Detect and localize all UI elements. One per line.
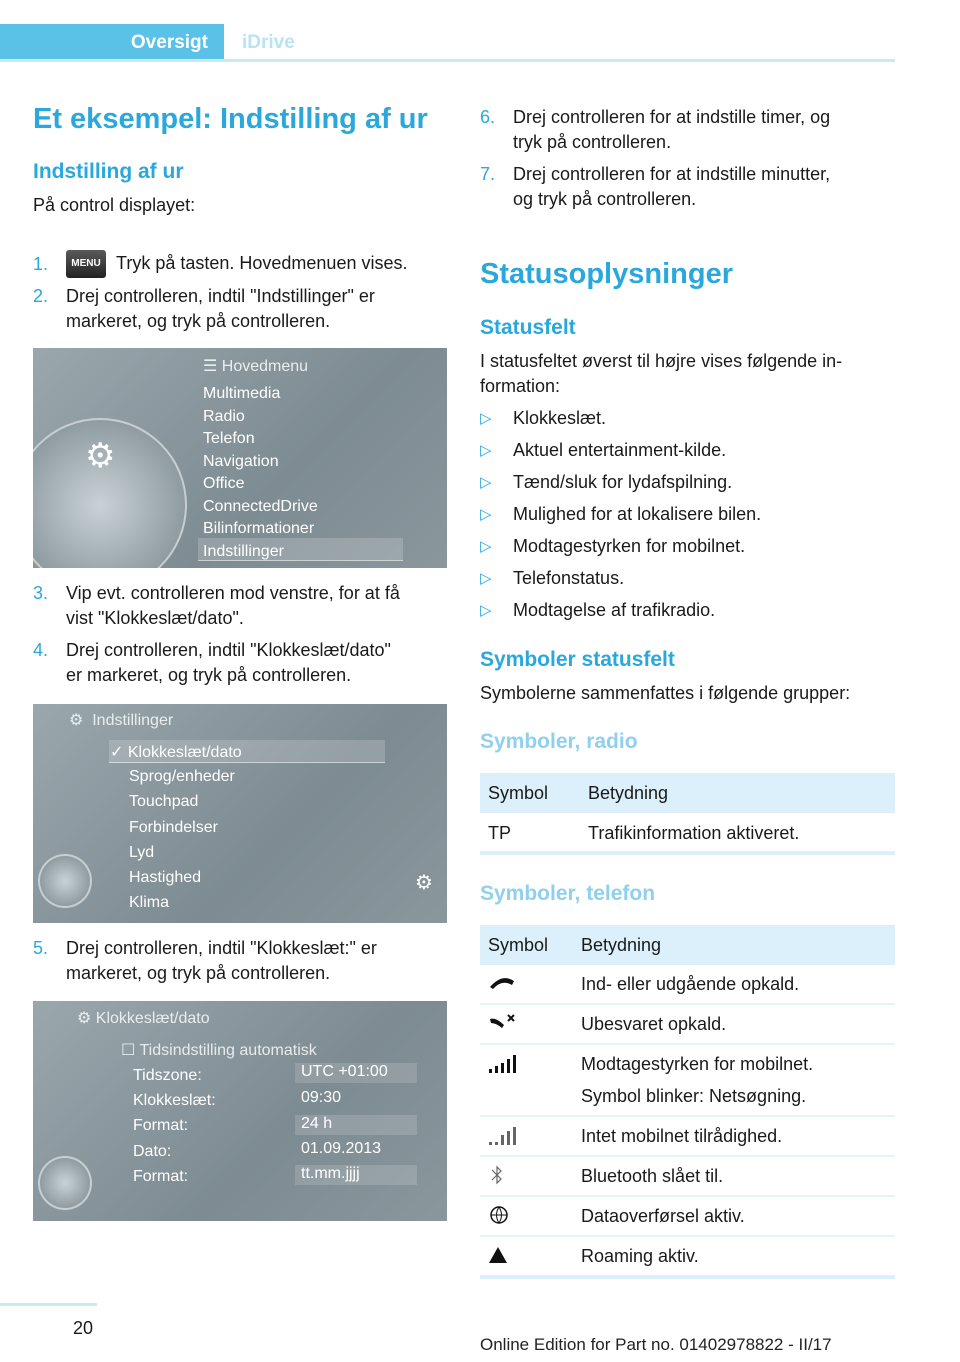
menu-item: Bilinformationer xyxy=(203,520,315,537)
meaning-cell: Ubesvaret opkald. xyxy=(581,1014,727,1034)
list-item: Tænd/sluk for lydafspilning. xyxy=(513,472,733,492)
table-bottom-rule xyxy=(480,851,895,855)
bullet-icon: ▷ xyxy=(480,602,492,619)
table-row xyxy=(480,1005,895,1045)
table-row xyxy=(480,1117,895,1157)
list-icon: ☰ xyxy=(203,358,218,375)
step-number: 1. xyxy=(33,254,49,274)
screen-main-menu xyxy=(33,348,447,568)
table-header xyxy=(480,925,895,965)
step-6-line1: Drej controlleren for at indstille timer, og xyxy=(513,107,831,127)
column-header: Betydning xyxy=(588,783,669,803)
field-label: Format: xyxy=(133,1168,189,1185)
step-1 xyxy=(66,250,407,278)
menu-item xyxy=(110,742,242,762)
subsection-title: Indstilling af ur xyxy=(33,160,184,183)
header-tab-idrive[interactable]: iDrive xyxy=(242,32,295,53)
menu-item: Klima xyxy=(129,894,170,911)
gear-icon: ⚙ xyxy=(69,712,84,729)
meaning-cell: Roaming aktiv. xyxy=(581,1246,699,1266)
bullet-icon: ▷ xyxy=(480,442,492,459)
meaning-cell: Bluetooth slået til. xyxy=(581,1166,724,1186)
bullet-icon: ▷ xyxy=(480,410,492,427)
table-header xyxy=(480,773,895,813)
gear-icon: ⚙ xyxy=(415,872,433,894)
auto-time-text: Tidsindstilling automatisk xyxy=(139,1042,317,1059)
bullet-icon: ▷ xyxy=(480,506,492,523)
step-number: 2. xyxy=(33,286,49,306)
meaning-cell: Modtagestyrken for mobilnet. xyxy=(581,1054,814,1074)
meaning-cell: Ind- eller udgående opkald. xyxy=(581,974,800,994)
signal-strength-icon xyxy=(488,1055,516,1078)
menu-item: Office xyxy=(203,475,245,492)
menu-item: Lyd xyxy=(129,844,155,861)
menu-item: Forbindelser xyxy=(129,819,218,836)
step-3-line2: vist "Klokkeslæt/dato". xyxy=(66,608,244,628)
step-number: 5. xyxy=(33,938,49,958)
menu-item: Sprog/enheder xyxy=(129,768,235,785)
bullet-icon: ▷ xyxy=(480,474,492,491)
radio-symbols-table xyxy=(480,773,895,855)
menu-item: Radio xyxy=(203,408,245,425)
screen-title xyxy=(77,1008,210,1028)
edition-text: Online Edition for Part no. 01402978822 - II/17 xyxy=(480,1335,832,1354)
menu-item: Navigation xyxy=(203,453,279,470)
controller-graphic xyxy=(38,854,92,908)
field-value: 01.09.2013 xyxy=(301,1140,382,1157)
step-5-line1: Drej controlleren, indtil "Klokkeslæt:" er xyxy=(66,938,377,958)
step-5-line2: markeret, og tryk på controlleren. xyxy=(66,963,331,983)
step-number: 4. xyxy=(33,640,49,660)
gear-icon: ⚙ xyxy=(85,437,116,475)
page-number: 20 xyxy=(73,1318,94,1338)
phone-call-icon xyxy=(488,973,516,996)
no-network-icon xyxy=(488,1127,516,1150)
step-7-line2: og tryk på controlleren. xyxy=(513,189,697,209)
page-header xyxy=(0,24,895,62)
field-label: Klokkeslæt: xyxy=(133,1092,216,1109)
menu-item: ConnectedDrive xyxy=(203,498,318,515)
check-icon: ✓ xyxy=(110,744,124,761)
menu-item: Multimedia xyxy=(203,385,281,402)
groups-text: Symbolerne sammenfattes i følgende grupper: xyxy=(480,683,851,703)
statusfelt-text-line2: formation: xyxy=(480,376,561,396)
screen-title xyxy=(69,710,173,730)
footer-rule xyxy=(0,1303,97,1306)
step-number: 3. xyxy=(33,583,49,603)
field-value: tt.mm.jjjj xyxy=(295,1165,417,1185)
step-6-line2: tryk på controlleren. xyxy=(513,132,672,152)
field-label: Dato: xyxy=(133,1143,172,1160)
field-label: Tidszone: xyxy=(133,1067,202,1084)
screen-time-date xyxy=(33,1001,447,1221)
list-item: Klokkeslæt. xyxy=(513,408,607,428)
table-row xyxy=(480,1045,895,1117)
section-title: Et eksempel: Indstilling af ur xyxy=(33,103,428,135)
step-number: 7. xyxy=(480,164,496,184)
intro-text: På control displayet: xyxy=(33,195,196,215)
list-item: Aktuel entertainment-kilde. xyxy=(513,440,727,460)
symbol-cell: TP xyxy=(488,823,512,843)
table-row xyxy=(480,1237,895,1275)
list-item: Mulighed for at lokalisere bilen. xyxy=(513,504,762,524)
list-item: Modtagestyrken for mobilnet. xyxy=(513,536,746,556)
data-transfer-icon xyxy=(488,1205,510,1230)
missed-call-icon xyxy=(488,1013,516,1036)
meaning-cell-note: Symbol blinker: Netsøgning. xyxy=(581,1086,807,1106)
step-3-line1: Vip evt. controlleren mod venstre, for at få xyxy=(66,583,400,603)
header-tab-oversigt[interactable]: Oversigt xyxy=(0,24,224,62)
column-header: Symbol xyxy=(488,935,549,955)
menu-item: Touchpad xyxy=(129,793,199,810)
auto-time-option xyxy=(121,1040,317,1060)
phone-symbols-table xyxy=(480,925,895,1279)
list-item: Modtagelse af trafikradio. xyxy=(513,600,716,620)
meaning-cell: Intet mobilnet tilrådighed. xyxy=(581,1126,783,1146)
column-header: Betydning xyxy=(581,935,662,955)
field-value: 09:30 xyxy=(301,1089,342,1106)
field-value: UTC +01:00 xyxy=(295,1063,417,1083)
bluetooth-icon xyxy=(488,1165,506,1190)
screen-title xyxy=(203,356,308,376)
group-title-radio: Symboler, radio xyxy=(480,730,638,753)
bullet-icon: ▷ xyxy=(480,570,492,587)
subsection-title: Symboler statusfelt xyxy=(480,648,675,671)
header-rule xyxy=(0,59,895,62)
menu-key-icon: MENU xyxy=(66,250,106,278)
step-4-line1: Drej controlleren, indtil "Klokkeslæt/dato" xyxy=(66,640,391,660)
checkbox-icon: ☐ xyxy=(121,1042,136,1059)
screen-title-text: Klokkeslæt/dato xyxy=(95,1010,210,1027)
step-4-line2: er markeret, og tryk på controlleren. xyxy=(66,665,352,685)
table-row xyxy=(480,965,895,1005)
subsection-title: Statusfelt xyxy=(480,316,576,339)
section-title: Statusoplysninger xyxy=(480,258,733,290)
table-row xyxy=(480,813,895,851)
step-2-line1: Drej controlleren, indtil "Indstillinger" er xyxy=(66,286,375,306)
list-item: Telefonstatus. xyxy=(513,568,625,588)
step-7-line1: Drej controlleren for at indstille minutter, xyxy=(513,164,831,184)
menu-item: Hastighed xyxy=(129,869,202,886)
table-bottom-rule xyxy=(480,1275,895,1279)
field-label: Format: xyxy=(133,1117,189,1134)
meaning-cell: Dataoverførsel aktiv. xyxy=(581,1206,745,1226)
step-text: Tryk på tasten. Hovedmenuen vises. xyxy=(116,252,408,273)
meaning-cell: Trafikinformation aktiveret. xyxy=(588,823,800,843)
column-header: Symbol xyxy=(488,783,549,803)
gear-icon: ⚙ xyxy=(77,1010,92,1027)
controller-graphic xyxy=(38,1156,92,1210)
menu-item: Indstillinger xyxy=(203,543,284,560)
field-value: 24 h xyxy=(295,1115,417,1135)
screen-title-text: Indstillinger xyxy=(92,712,174,729)
statusfelt-text-line1: I statusfeltet øverst til højre vises følgende in- xyxy=(480,351,843,371)
step-2-line2: markeret, og tryk på controlleren. xyxy=(66,311,331,331)
table-row xyxy=(480,1157,895,1197)
screen-settings xyxy=(33,704,447,923)
step-number: 6. xyxy=(480,107,496,127)
screen-title-text: Hovedmenu xyxy=(221,358,309,375)
table-row xyxy=(480,1197,895,1237)
menu-item: Telefon xyxy=(203,430,255,447)
bullet-icon: ▷ xyxy=(480,538,492,555)
menu-item-text: Klokkeslæt/dato xyxy=(127,744,242,761)
roaming-icon xyxy=(488,1245,508,1270)
group-title-phone: Symboler, telefon xyxy=(480,882,656,905)
